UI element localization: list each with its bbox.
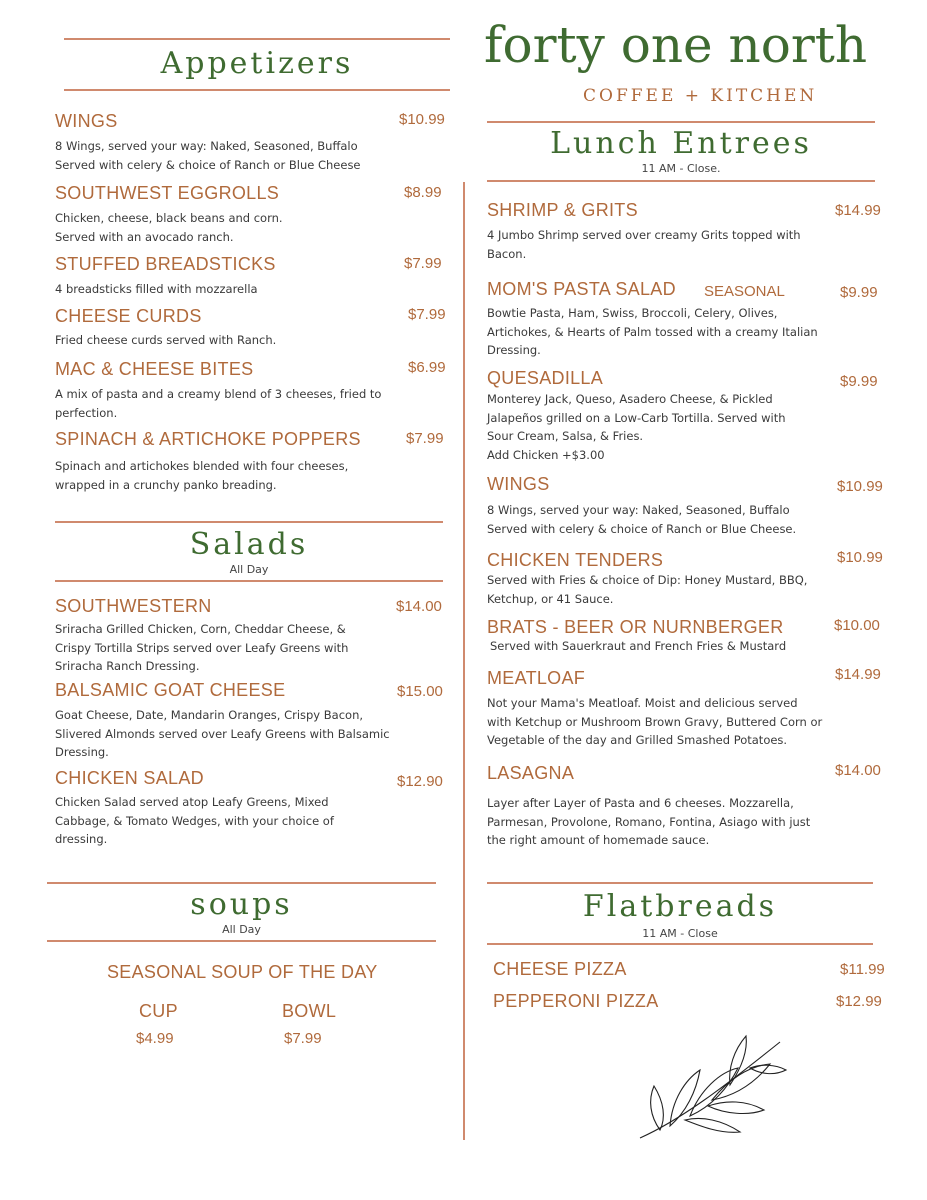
- menu-item-description: Layer after Layer of Pasta and 6 cheeses. Mozzarella, Parmesan, Provolone, Romano, Fontina, Asiago with just the right amount of homemade sauce.: [487, 796, 811, 847]
- menu-item-description: Served with Fries & choice of Dip: Honey Mustard, BBQ, Ketchup, or 41 Sauce.: [487, 573, 808, 606]
- flatbreads-subtitle: 11 AM - Close: [642, 927, 718, 940]
- lunch-subtitle: 11 AM - Close.: [641, 162, 721, 175]
- menu-item-price: $9.99: [840, 284, 878, 301]
- menu-item-price: $9.99: [840, 373, 878, 390]
- soups-subtitle: All Day: [222, 923, 261, 936]
- menu-item-description: 4 breadsticks filled with mozzarella: [55, 282, 258, 296]
- menu-item-name: BRATS - BEER OR NURNBERGER: [487, 617, 784, 637]
- menu-item-description: Spinach and artichokes blended with four cheeses, wrapped in a crunchy panko breading.: [55, 459, 349, 492]
- salads-bottom-rule: [55, 580, 443, 582]
- menu-item-price: $15.00: [397, 683, 443, 700]
- menu-item-description: Sriracha Grilled Chicken, Corn, Cheddar Cheese, & Crispy Tortilla Strips served over Leafy Greens with Sriracha Ranch Dressing.: [55, 622, 349, 673]
- soups-bottom-rule: [47, 940, 436, 942]
- menu-item-price: $7.99: [408, 306, 446, 323]
- menu-item-price: $10.99: [837, 549, 883, 566]
- menu-item-price: $14.99: [835, 202, 881, 219]
- menu-item-price: $6.99: [408, 359, 446, 376]
- menu-item-name: SOUTHWEST EGGROLLS: [55, 183, 280, 203]
- salads-top-rule: [55, 521, 443, 523]
- menu-item-price: $7.99: [404, 255, 442, 272]
- appetizers-heading: Appetizers: [160, 46, 354, 81]
- soups-heading: soups: [190, 887, 293, 922]
- menu-item-price: $10.99: [399, 111, 445, 128]
- menu-item-price: $14.00: [396, 598, 442, 615]
- menu-item-description: Not your Mama's Meatloaf. Moist and delicious served with Ketchup or Mushroom Brown Gravy, Buttered Corn or Vegetable of the day and Grilled Smashed Potatoes.: [487, 696, 823, 747]
- menu-item-price: $8.99: [404, 184, 442, 201]
- soup-bowl-price: $7.99: [284, 1030, 322, 1047]
- salads-subtitle: All Day: [229, 563, 269, 576]
- menu-item-description: 8 Wings, served your way: Naked, Seasoned, Buffalo Served with celery & choice of Ranch or Blue Cheese.: [487, 503, 797, 536]
- menu-item-description: Fried cheese curds served with Ranch.: [55, 333, 277, 347]
- appetizers-bottom-rule: [64, 89, 450, 91]
- flatbreads-top-rule: [487, 882, 873, 884]
- lunch-top-rule: [487, 121, 875, 123]
- menu-item-price: $12.90: [397, 773, 443, 790]
- menu-item-name: BALSAMIC GOAT CHEESE: [55, 680, 286, 700]
- menu-item-name: CHEESE PIZZA: [493, 959, 627, 979]
- menu-item-description: 8 Wings, served your way: Naked, Seasoned, Buffalo Served with celery & choice of Ranch or Blue Cheese: [55, 139, 361, 172]
- menu-item-name: SPINACH & ARTICHOKE POPPERS: [55, 429, 361, 449]
- menu-item-name: CHICKEN TENDERS: [487, 550, 664, 570]
- lunch-bottom-rule: [487, 180, 875, 182]
- soup-cup-label: CUP: [139, 1001, 178, 1021]
- flatbreads-heading: Flatbreads: [582, 889, 778, 924]
- menu-item-name: STUFFED BREADSTICKS: [55, 254, 276, 274]
- salads-heading: Salads: [189, 527, 309, 562]
- menu-item-name: MEATLOAF: [487, 668, 586, 688]
- menu-item-description: Monterey Jack, Queso, Asadero Cheese, & Pickled Jalapeños grilled on a Low-Carb Tortilla. Served with Sour Cream, Salsa, & Fries. Add Chicken +$3.00: [487, 392, 786, 462]
- menu-item-price: $10.00: [834, 617, 880, 634]
- menu-item-description: 4 Jumbo Shrimp served over creamy Grits topped with Bacon.: [487, 228, 801, 261]
- soup-cup-price: $4.99: [136, 1030, 174, 1047]
- menu-item-price: $10.99: [837, 478, 883, 495]
- flatbreads-bottom-rule: [487, 943, 873, 945]
- menu-item-name: QUESADILLA: [487, 368, 604, 388]
- soup-bowl-label: BOWL: [282, 1001, 337, 1021]
- menu-item-price: $7.99: [406, 430, 444, 447]
- brand-name: forty one north: [484, 16, 868, 74]
- menu-item-name: PEPPERONI PIZZA: [493, 991, 659, 1011]
- column-divider: [463, 182, 465, 1140]
- menu-item-name: MAC & CHEESE BITES: [55, 359, 254, 379]
- lunch-heading: Lunch Entrees: [550, 126, 812, 161]
- menu-item-description: A mix of pasta and a creamy blend of 3 cheeses, fried to perfection.: [55, 387, 382, 420]
- seasonal-tag: SEASONAL: [704, 283, 785, 300]
- menu-item-name: WINGS: [55, 111, 118, 131]
- menu-item-price: $14.00: [835, 762, 881, 779]
- olive-branch-icon: [630, 1030, 790, 1150]
- menu-item-name: MOM'S PASTA SALAD: [487, 279, 676, 299]
- menu-item-name: LASAGNA: [487, 763, 575, 783]
- menu-item-price: $12.99: [836, 993, 882, 1010]
- menu-item-price: $11.99: [840, 961, 885, 978]
- appetizers-top-rule: [64, 38, 450, 40]
- menu-item-description: Bowtie Pasta, Ham, Swiss, Broccoli, Celery, Olives, Artichokes, & Hearts of Palm tossed with a creamy Italian Dressing.: [487, 306, 818, 357]
- menu-item-name: SOUTHWESTERN: [55, 596, 212, 616]
- menu-item-price: $14.99: [835, 666, 881, 683]
- menu-item-name: SHRIMP & GRITS: [487, 200, 638, 220]
- menu-item-description: Served with Sauerkraut and French Fries & Mustard: [490, 639, 787, 653]
- menu-item-name: CHEESE CURDS: [55, 306, 202, 326]
- menu-item-name: WINGS: [487, 474, 550, 494]
- menu-item-name: CHICKEN SALAD: [55, 768, 204, 788]
- menu-item-description: Chicken, cheese, black beans and corn. Served with an avocado ranch.: [55, 211, 283, 244]
- menu-item-description: Chicken Salad served atop Leafy Greens, Mixed Cabbage, & Tomato Wedges, with your choice of dressing.: [55, 795, 334, 846]
- soup-of-the-day: SEASONAL SOUP OF THE DAY: [107, 962, 378, 982]
- soups-top-rule: [47, 882, 436, 884]
- menu-item-description: Goat Cheese, Date, Mandarin Oranges, Crispy Bacon, Slivered Almonds served over Leafy Greens with Balsamic Dressing.: [55, 708, 390, 759]
- brand-tagline: COFFEE + KITCHEN: [583, 86, 818, 106]
